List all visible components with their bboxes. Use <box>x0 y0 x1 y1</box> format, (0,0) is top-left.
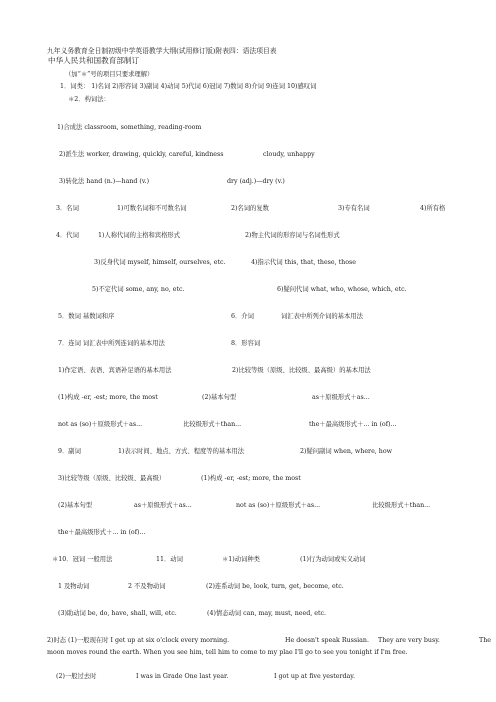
linking-verb-item: (2)连系动词 be, look, turn, get, become, etc. <box>206 583 344 590</box>
noun-item-1: 1)可数名词和不可数名词 <box>117 205 187 212</box>
conversion-example-2: dry (adj.)—dry (v.) <box>227 178 285 185</box>
adjective-pattern-heading: (2)基本句型 <box>202 394 237 401</box>
adverb-pattern-3: 比较级形式＋than... <box>372 502 431 509</box>
adjective-pattern-3: 比较级形式＋than... <box>183 421 242 428</box>
adverb-pattern-heading: (2)基本句型 <box>58 502 93 509</box>
adverb-item-3: 3)比较等级（原级、比较级、最高级） <box>58 475 166 482</box>
adverb-pattern-1: as＋原级形式＋as... <box>134 502 192 509</box>
noun-heading: 3．名词 <box>56 205 79 212</box>
tense-example-2: He doesn't speak Russian. <box>285 637 369 644</box>
auxiliary-item: (3)助动词 be, do, have, shall, will, etc. <box>58 610 177 617</box>
conjunction-heading: 7．连词 词汇表中所列连词的基本用法 <box>58 340 165 347</box>
adjective-item-2: 2)比较等级（原级、比较级、最高级）的基本用法 <box>232 367 371 374</box>
pronoun-item-2: 2)物主代词的形容词与名词性形式 <box>245 232 340 239</box>
modal-item: (4)情态动词 can, may, must, need, etc. <box>207 610 327 617</box>
past-tense-example-2: I got up at five yesterday. <box>274 673 355 680</box>
preposition-description: 词汇表中所列介词的基本用法 <box>281 313 363 320</box>
past-tense-example-1: I was in Grade One last year. <box>136 673 229 680</box>
numeral-heading: 5．数词 基数词和序 <box>58 313 115 320</box>
adverb-item-1: 1)表示时间、地点、方式、程度等的基本用法 <box>118 448 245 455</box>
adverb-item-2: 2)疑问副词 when, where, how <box>300 448 393 455</box>
pronoun-item-1: 1)人称代词的主格和宾格形式 <box>98 232 181 239</box>
note-line: （加“＊”号的项目只要求理解） <box>65 71 154 78</box>
transitive-item: 1 及物动词 <box>58 583 90 590</box>
issuing-authority: 中华人民共和国教育部制订 <box>48 56 140 65</box>
adjective-item-1: 1)作定语、表语、宾语补足语的基本用法 <box>58 367 172 374</box>
noun-item-3: 3)专有名词 <box>338 205 370 212</box>
adverb-line-4: the＋最高级形式＋... in (of)... <box>58 529 146 536</box>
pronoun-item-4: 4)指示代词 this, that, these, those <box>251 259 356 266</box>
adverb-heading: 9．副词 <box>58 448 81 455</box>
tense-item-1: 2)时态 (1)一般现在时 I get up at six o'clock every morning. <box>47 637 230 644</box>
pronoun-item-6: 6)疑问代词 what, who, whose, which, etc. <box>277 286 407 293</box>
word-formation-heading: ＊2．构词法： <box>68 96 110 103</box>
noun-item-4: 4)所有格 <box>420 205 446 212</box>
verb-heading: 11．动词 <box>156 556 183 563</box>
adjective-pattern-2: not as (so)＋原级形式＋as... <box>58 421 143 428</box>
pronoun-item-3: 3)反身代词 myself, himself, ourselves, etc. <box>94 259 226 266</box>
past-tense-heading: (2)一般过去时 <box>56 673 97 680</box>
tense-example-4: The <box>479 637 491 644</box>
pronoun-heading: 4．代词 <box>56 232 79 239</box>
adjective-pattern-4: the＋最高级形式＋... in (of)... <box>309 421 397 428</box>
verb-types-heading: ＊1)动词种类 <box>222 556 260 563</box>
derivation-examples-extra: cloudy, unhappy <box>263 151 315 158</box>
preposition-heading: 6．介词 <box>231 313 254 320</box>
intransitive-item: 2 不及物动词 <box>128 583 166 590</box>
adverb-form: (1)构成 -er, -est; more, the most <box>201 475 301 482</box>
article-heading: ＊10．冠词 一般用法 <box>52 556 113 563</box>
derivation-examples: 2)派生法 worker, drawing, quickly, careful, kindness <box>59 151 224 158</box>
conversion-example-1: 3)转化法 hand (n.)—hand (v.) <box>59 178 150 185</box>
compound-line: 1)合成法 classroom, something, reading-room <box>57 124 202 131</box>
noun-item-2: 2)名词的复数 <box>231 205 269 212</box>
tense-example-3: They are very busy. <box>378 637 440 644</box>
parts-of-speech-line: 1．词类： 1)名词 2)形容词 3)副词 4)动词 5)代词 6)冠词 7)数词 8)介词 9)连词 10)感叹词 <box>60 83 317 90</box>
action-verb-item: (1)行为动词或实义动词 <box>300 556 366 563</box>
adjective-form: (1)构成 -er, -est; more, the most <box>58 394 158 401</box>
adverb-pattern-2: not as (so)＋原级形式＋as... <box>236 502 321 509</box>
tense-continuation-line: moon moves round the earth. When you see him, tell him to come to my plae I'll go to see you tonight if I'm free. <box>47 649 408 656</box>
pronoun-item-5: 5)不定代词 some, any, no, etc. <box>92 286 185 293</box>
document-title: 九年义务教育全日制初级中学英语教学大纲(试用修订版)附表四：语法项目表 <box>47 47 277 55</box>
adjective-heading: 8．形容词 <box>231 340 261 347</box>
adjective-pattern-1: as＋原级形式＋as... <box>312 394 370 401</box>
